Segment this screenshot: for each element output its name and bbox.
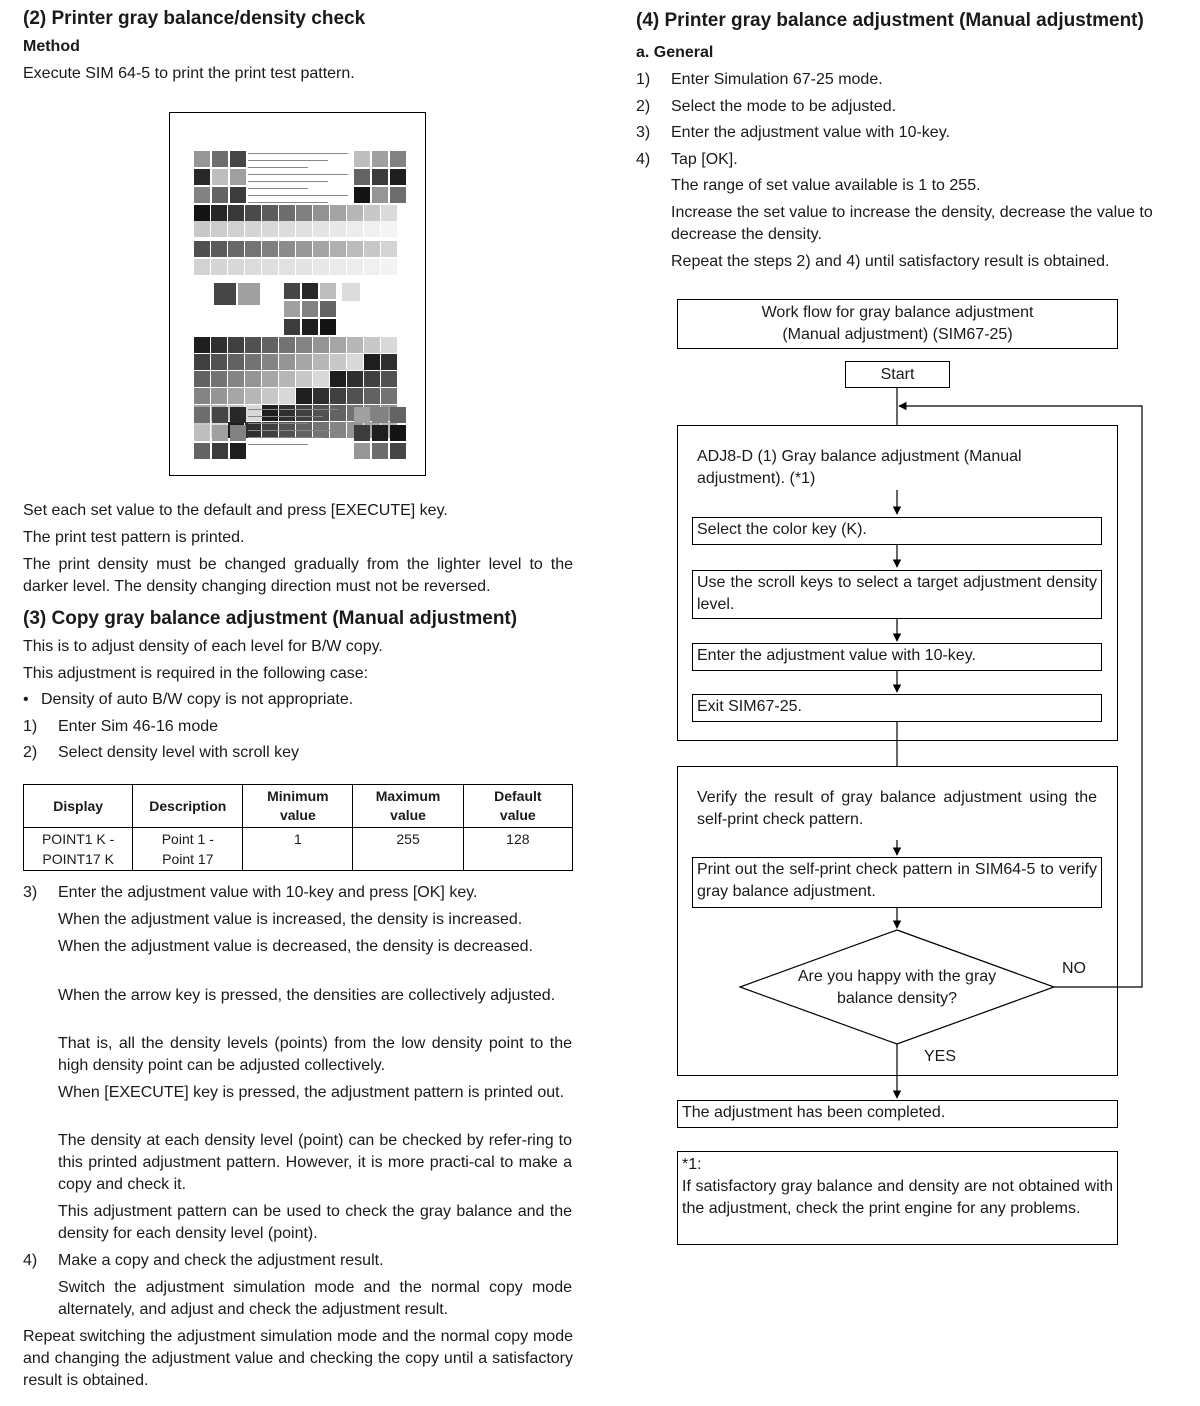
step-text: Enter the adjustment value with 10-key and press [OK] key. <box>58 884 478 901</box>
col-header-minimum: Minimum value <box>243 785 353 828</box>
step-3-para-2: When the adjustment value is decreased, the density is decreased. <box>58 938 533 955</box>
flow-group1-title: ADJ8-D (1) Gray balance adjustment (Manual adjustment). (*1) <box>697 448 1022 487</box>
section-2-heading: (2) Printer gray balance/density check <box>23 8 366 29</box>
step-text: Tap [OK]. <box>671 151 738 168</box>
flow-step-exit-sim: Exit SIM67-25. <box>692 694 1102 722</box>
step-text: Select the mode to be adjusted. <box>671 98 897 115</box>
step-number: 2) <box>23 744 38 761</box>
step-3-para-3: When the arrow key is pressed, the densities are collectively adjusted. <box>58 987 556 1004</box>
flow-end-box: The adjustment has been completed. <box>677 1100 1118 1128</box>
cell-display: POINT1 K - POINT17 K <box>24 828 133 871</box>
flow-step-print-check: Print out the self-print check pattern in SIM64-5 to verify gray balance adjustment. <box>692 857 1102 908</box>
cell-description: Point 1 - Point 17 <box>133 828 243 871</box>
step-text: Make a copy and check the adjustment result. <box>58 1252 384 1269</box>
sec4-note-2: Increase the set value to increase the density, decrease the value to decrease the density. <box>671 204 1153 243</box>
col-header-description: Description <box>133 785 243 828</box>
step-3-para-6: The density at each density level (point) can be checked by refer-ring to this printed adjustment pattern. However, it is more practi-cal to make a copy and check it. <box>58 1132 572 1193</box>
step-3-para-1: When the adjustment value is increased, the density is increased. <box>58 911 523 928</box>
step-number: 4) <box>23 1252 38 1269</box>
bullet-dot: • <box>23 691 29 708</box>
section-4-heading: (4) Printer gray balance adjustment (Manual adjustment) <box>636 10 1144 31</box>
footnote-text: If satisfactory gray balance and density are not obtained with the adjustment, check the print engine for any problems. <box>682 1178 1113 1217</box>
step-number: 3) <box>23 884 38 901</box>
section-4-subheading: a. General <box>636 44 714 61</box>
after-pattern-2: The print test pattern is printed. <box>23 529 245 546</box>
step-text: Enter Sim 46-16 mode <box>58 718 219 735</box>
step-text: Enter the adjustment value with 10-key. <box>671 124 950 141</box>
after-pattern-1: Set each set value to the default and press [EXECUTE] key. <box>23 502 448 519</box>
step-3-para-5: When [EXECUTE] key is pressed, the adjustment pattern is printed out. <box>58 1084 565 1101</box>
method-label: Method <box>23 38 80 55</box>
flow-decision-text: Are you happy with the gray balance density? <box>797 968 997 1007</box>
step-text: Enter Simulation 67-25 mode. <box>671 71 883 88</box>
flow-title: Work flow for gray balance adjustment (Manual adjustment) (SIM67-25) <box>761 304 1034 343</box>
col-header-default: Default value <box>463 785 572 828</box>
step-number: 3) <box>636 124 651 141</box>
footnote-mark: *1: <box>682 1156 702 1173</box>
step-4-para: Switch the adjustment simulation mode and the normal copy mode alternately, and adjust and check the adjustment result. <box>58 1279 572 1318</box>
closing-paragraph: Repeat switching the adjustment simulation mode and the normal copy mode and changing the adjustment value and checking the copy until a satisfactory result is obtained. <box>23 1328 573 1389</box>
sec4-note-3: Repeat the steps 2) and 4) until satisfactory result is obtained. <box>671 253 1110 270</box>
section-3-heading: (3) Copy gray balance adjustment (Manual adjustment) <box>23 608 518 629</box>
col-header-maximum: Maximum value <box>353 785 463 828</box>
step-3-para-7: This adjustment pattern can be used to check the gray balance and the density for each density level (point). <box>58 1203 572 1242</box>
cell-minimum: 1 <box>243 828 353 871</box>
flow-step-enter-value: Enter the adjustment value with 10-key. <box>692 643 1102 671</box>
step-number: 1) <box>23 718 38 735</box>
flow-start-box: Start <box>845 361 950 388</box>
flow-title-box <box>677 299 1118 349</box>
sec3-intro-1: This is to adjust density of each level for B/W copy. <box>23 638 383 655</box>
cell-default: 128 <box>463 828 572 871</box>
sec3-intro-2: This adjustment is required in the following case: <box>23 665 369 682</box>
step-text: Select density level with scroll key <box>58 744 299 761</box>
method-text: Execute SIM 64-5 to print the print test pattern. <box>23 65 355 82</box>
flow-footnote-box <box>677 1151 1118 1245</box>
flow-no-label: NO <box>1062 960 1086 977</box>
flow-step-select-color: Select the color key (K). <box>692 517 1102 545</box>
step-number: 2) <box>636 98 651 115</box>
after-pattern-3: The print density must be changed gradually from the lighter level to the darker level. The density changing direction must not be reversed. <box>23 556 573 595</box>
step-3-para-4: That is, all the density levels (points) from the low density point to the high density point can be adjusted collectively. <box>58 1035 572 1074</box>
step-number: 1) <box>636 71 651 88</box>
cell-maximum: 255 <box>353 828 463 871</box>
flow-yes-label: YES <box>924 1048 957 1065</box>
sec4-note-1: The range of set value available is 1 to 255. <box>671 177 981 194</box>
step-number: 4) <box>636 151 651 168</box>
col-header-display: Display <box>24 785 133 828</box>
bullet-text: Density of auto B/W copy is not appropriate. <box>41 691 354 708</box>
flow-step-scroll-keys: Use the scroll keys to select a target adjustment density level. <box>692 570 1102 619</box>
flow-group2-title: Verify the result of gray balance adjustment using the self-print check pattern. <box>697 789 1097 828</box>
